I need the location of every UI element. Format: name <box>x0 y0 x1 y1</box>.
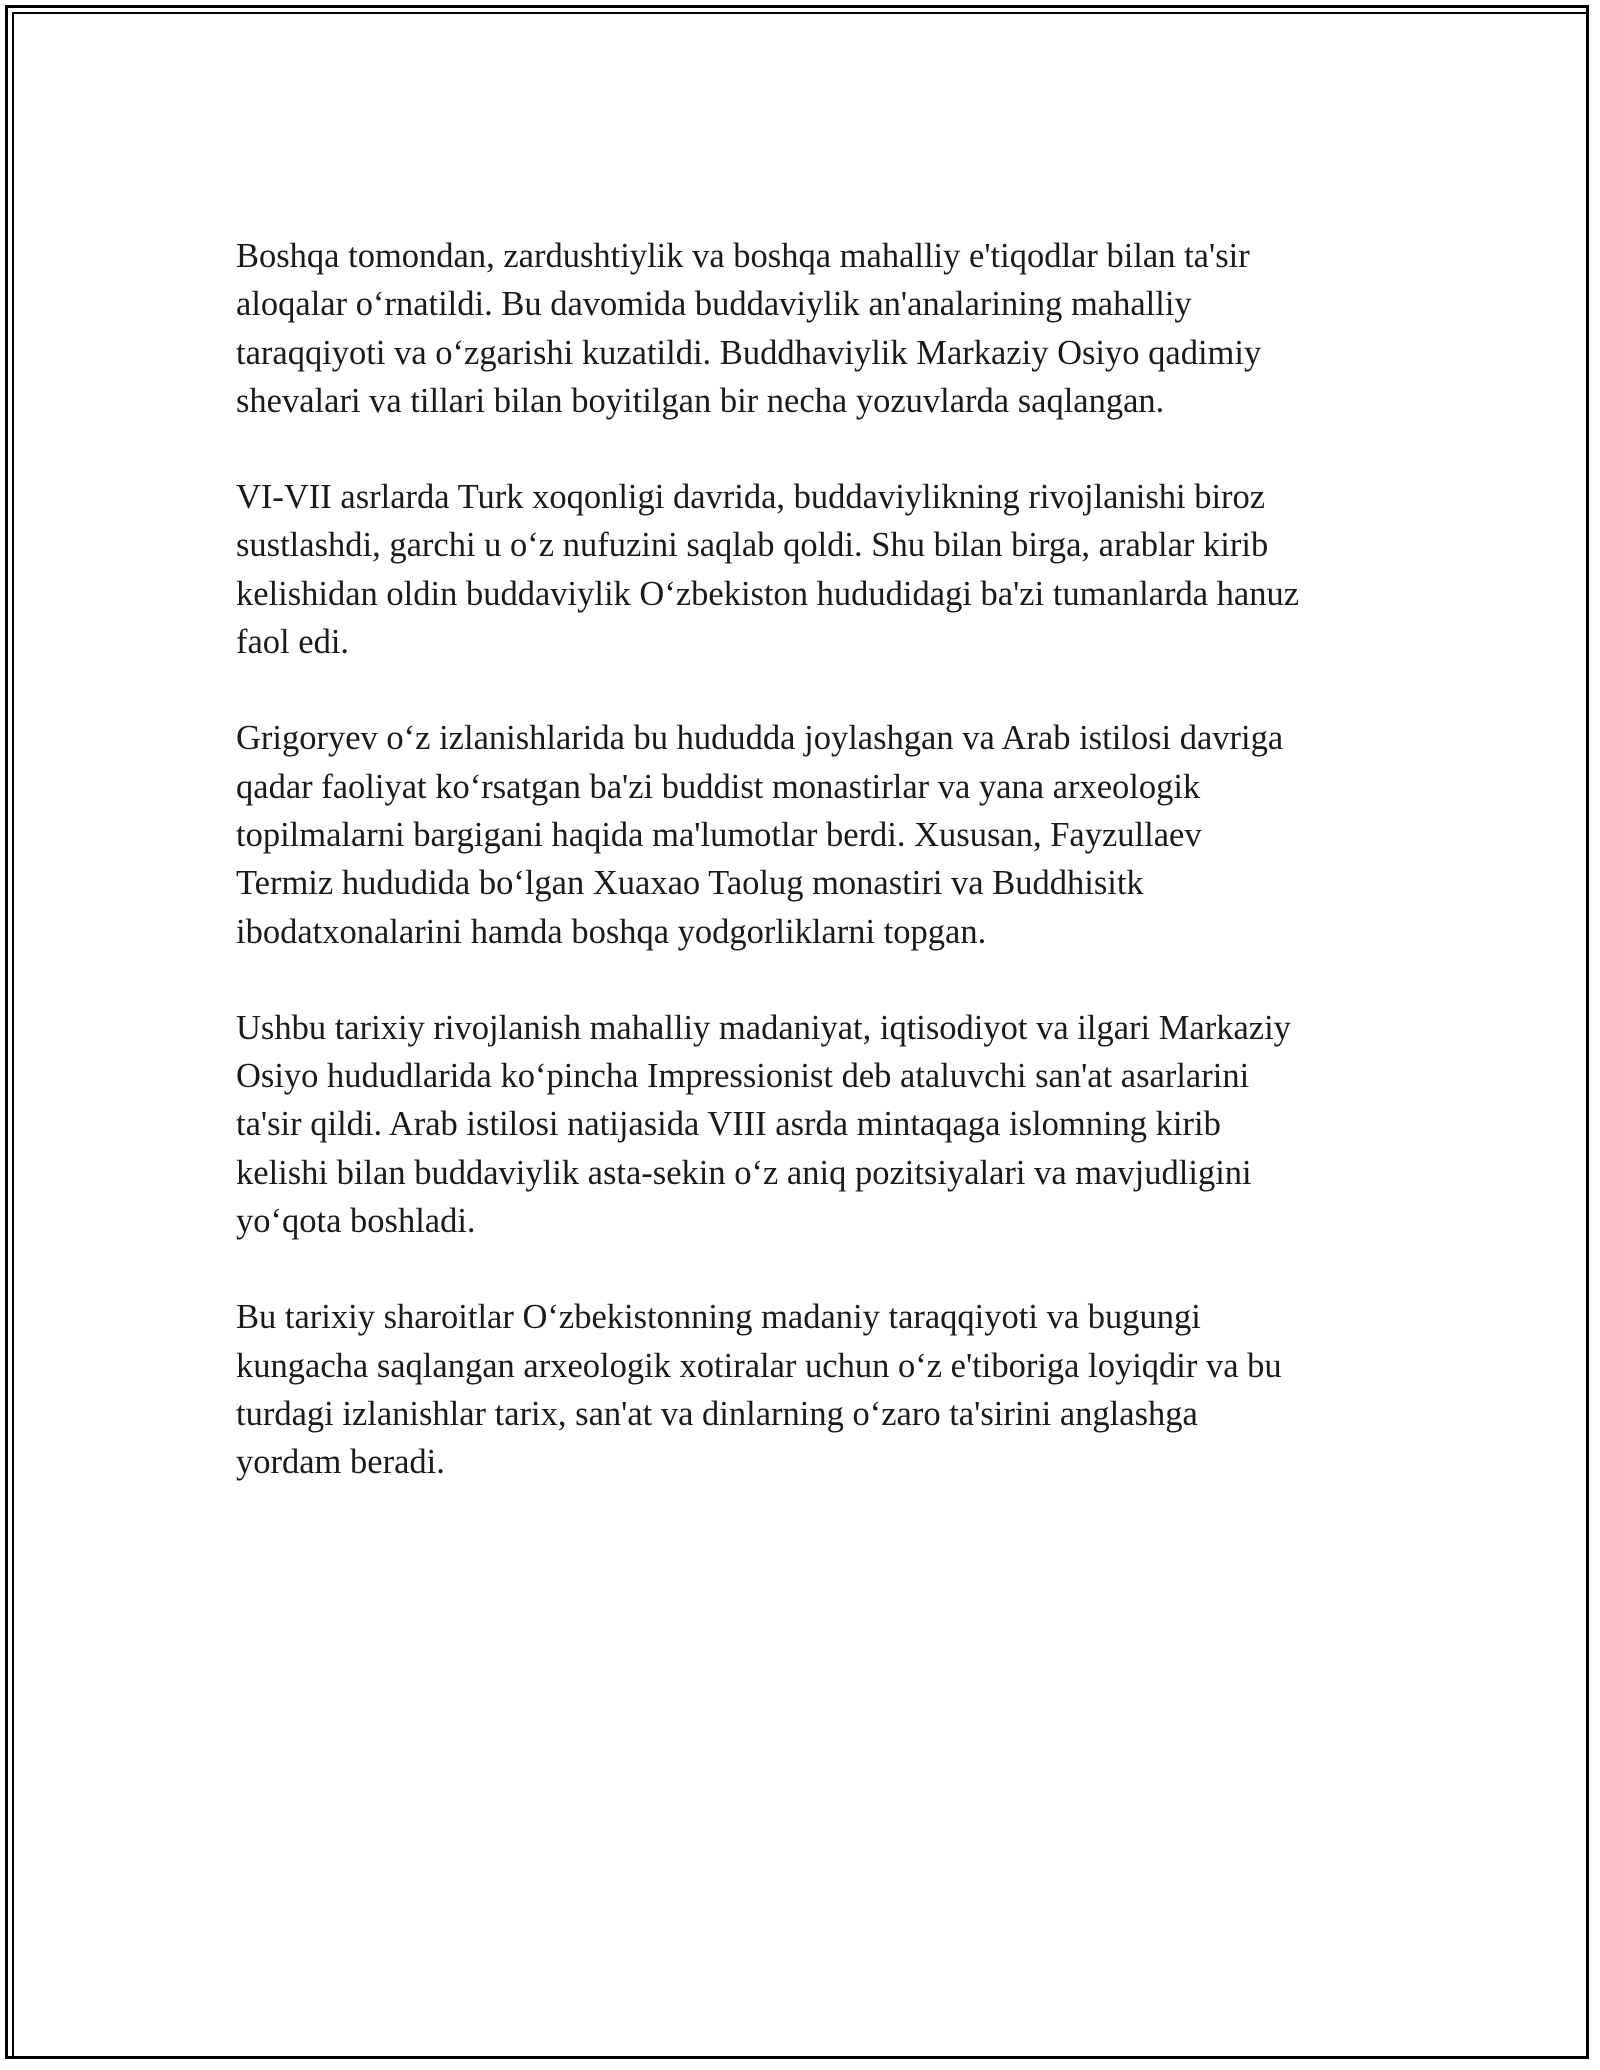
document-body <box>236 232 1386 1535</box>
paragraph-2: VI-VII asrlarda Turk xoqonligi davrida, buddaviylikning rivojlanishi biroz sustlashdi, garchi u o‘z nufuzini saqlab qoldi. Shu bilan birga, arablar kirib kelishidan oldin buddaviylik O‘zbekiston hududidagi ba'zi tumanlarda hanuz faol edi. <box>236 478 1300 662</box>
paragraph-4: Ushbu tarixiy rivojlanish mahalliy madaniyat, iqtisodiyot va ilgari Markaziy Osiyo hududlarida ko‘pincha Impressionist deb ataluvchi san'at asarlarini ta'sir qildi. Arab istilosi natijasida VIII asrda mintaqaga islomning kirib kelishi bilan buddaviylik asta-sekin o‘z aniq pozitsiyalari va mavjudligini yo‘qota boshladi. <box>236 1008 1291 1241</box>
paragraph-5: Bu tarixiy sharoitlar O‘zbekistonning madaniy taraqqiyoti va bugungi kungacha saqlangan arxeologik xotiralar uchun o‘z e'tiboriga loyiqdir va bu turdagi izlanishlar tarix, san'at va dinlarning o‘zaro ta'sirini anglashga yordam beradi. <box>236 1298 1282 1482</box>
paragraph-3: Grigoryev o‘z izlanishlarida bu hududda joylashgan va Arab istilosi davriga qadar faoliyat ko‘rsatgan ba'zi buddist monastirlar va yana arxeologik topilmalarni bargigani haqida ma'lumotlar berdi. Xususan, Fayzullaev Termiz hududida bo‘lgan Xuaxao Taolug monastiri va Buddhisitk ibodatxonalarini hamda boshqa yodgorliklarni topgan. <box>236 719 1284 951</box>
paragraph-1: Boshqa tomondan, zardushtiylik va boshqa mahalliy e'tiqodlar bilan ta'sir aloqalar o‘rnatildi. Bu davomida buddaviylik an'analarining mahalliy taraqqiyoti va o‘zgarishi kuzatildi. Buddhaviylik Markaziy Osiyo qadimiy shevalari va tillari bilan boyitilgan bir necha yozuvlarda saqlangan. <box>236 237 1262 420</box>
